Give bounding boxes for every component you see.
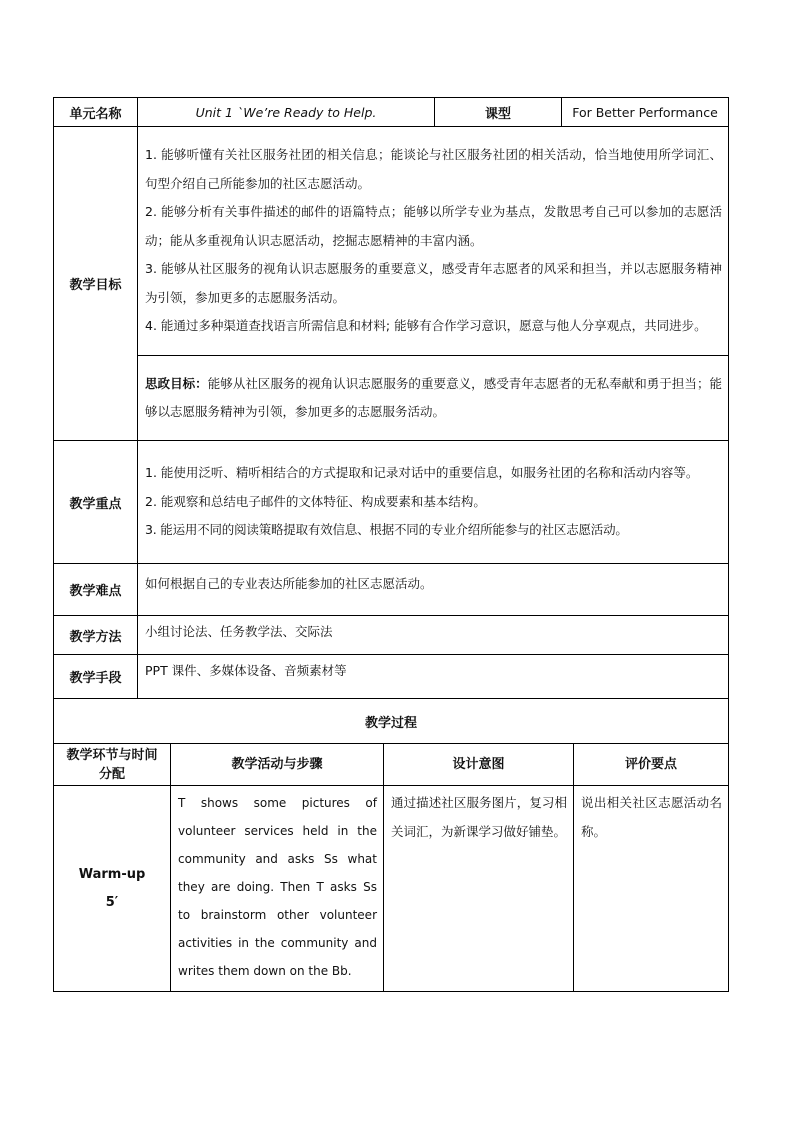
objective-item: 3. 能够从社区服务的视角认识志愿服务的重要意义，感受青年志愿者的风采和担当，并以志愿服务精神为引领，参加更多的志愿服务活动。 — [145, 261, 722, 305]
objectives-label: 教学目标 — [54, 127, 138, 441]
intent-text: 通过描述社区服务图片，复习相关词汇，为新课学习做好铺垫。 — [384, 786, 574, 992]
unit-row — [54, 98, 729, 127]
lesson-type-value: For Better Performance — [562, 98, 729, 127]
stage-time: 5′ — [105, 894, 119, 910]
objectives-content — [138, 127, 729, 356]
methods-text: 小组讨论法、任务教学法、交际法 — [138, 616, 729, 655]
process-title: 教学过程 — [54, 699, 729, 744]
difficulty-text: 如何根据自己的专业表达所能参加的社区志愿活动。 — [138, 564, 729, 616]
objective-item: 4. 能通过多种渠道查找语言所需信息和材料; 能够有合作学习意识，愿意与他人分享观点，共同进步。 — [145, 318, 707, 334]
methods-row — [54, 616, 729, 655]
key-points-label: 教学重点 — [54, 441, 138, 564]
means-row — [54, 655, 729, 699]
process-header-stage: 教学环节与时间分配 — [54, 744, 171, 786]
means-label: 教学手段 — [54, 655, 138, 699]
lesson-type-label: 课型 — [435, 98, 562, 127]
lesson-plan — [53, 97, 728, 992]
objectives-row — [54, 127, 729, 356]
objective-item: 1. 能够听懂有关社区服务社团的相关信息；能谈论与社区服务社团的相关活动，恰当地使用所学词汇、句型介绍自己所能参加的社区志愿活动。 — [145, 147, 722, 191]
methods-label: 教学方法 — [54, 616, 138, 655]
evaluation-text: 说出相关社区志愿活动名称。 — [574, 786, 729, 992]
process-title-row — [54, 699, 729, 744]
difficulty-label: 教学难点 — [54, 564, 138, 616]
process-row — [54, 786, 729, 992]
ideology-content — [138, 356, 729, 441]
ideology-text: 能够从社区服务的视角认识志愿服务的重要意义，感受青年志愿者的无私奉献和勇于担当；能够以志愿服务精神为引领，参加更多的志愿服务活动。 — [145, 375, 722, 419]
difficulty-row — [54, 564, 729, 616]
key-points-row — [54, 441, 729, 564]
key-point-item: 1. 能使用泛听、精听相结合的方式提取和记录对话中的重要信息，如服务社团的名称和活动内容等。 — [145, 465, 699, 481]
stage-name: Warm-up — [78, 866, 146, 882]
activity-text: T shows some pictures of volunteer services held in the community and asks Ss what they are doing. Then T asks Ss to brainstorm other volunteer activities in the community and writes them down on the Bb. — [171, 786, 384, 992]
process-stage — [54, 786, 171, 992]
process-header-row — [54, 744, 729, 786]
objective-item: 2. 能够分析有关事件描述的邮件的语篇特点；能够以所学专业为基点，发散思考自己可以参加的志愿活动；能从多重视角认识志愿活动，挖掘志愿精神的丰富内涵。 — [145, 204, 722, 248]
process-header-activity: 教学活动与步骤 — [171, 744, 384, 786]
key-point-item: 2. 能观察和总结电子邮件的文体特征、构成要素和基本结构。 — [145, 493, 486, 509]
unit-name-value: Unit 1 `We’re Ready to Help. — [138, 98, 435, 127]
key-point-item: 3. 能运用不同的阅读策略提取有效信息、根据不同的专业介绍所能参与的社区志愿活动。 — [145, 522, 628, 538]
unit-name-label: 单元名称 — [54, 98, 138, 127]
key-points-content — [138, 441, 729, 564]
ideology-row — [54, 356, 729, 441]
process-header-intent: 设计意图 — [384, 744, 574, 786]
lesson-info-table — [53, 97, 729, 744]
process-table — [53, 743, 729, 992]
means-text: PPT 课件、多媒体设备、音频素材等 — [138, 655, 729, 699]
process-header-evaluation: 评价要点 — [574, 744, 729, 786]
ideology-label: 思政目标： — [145, 375, 208, 391]
